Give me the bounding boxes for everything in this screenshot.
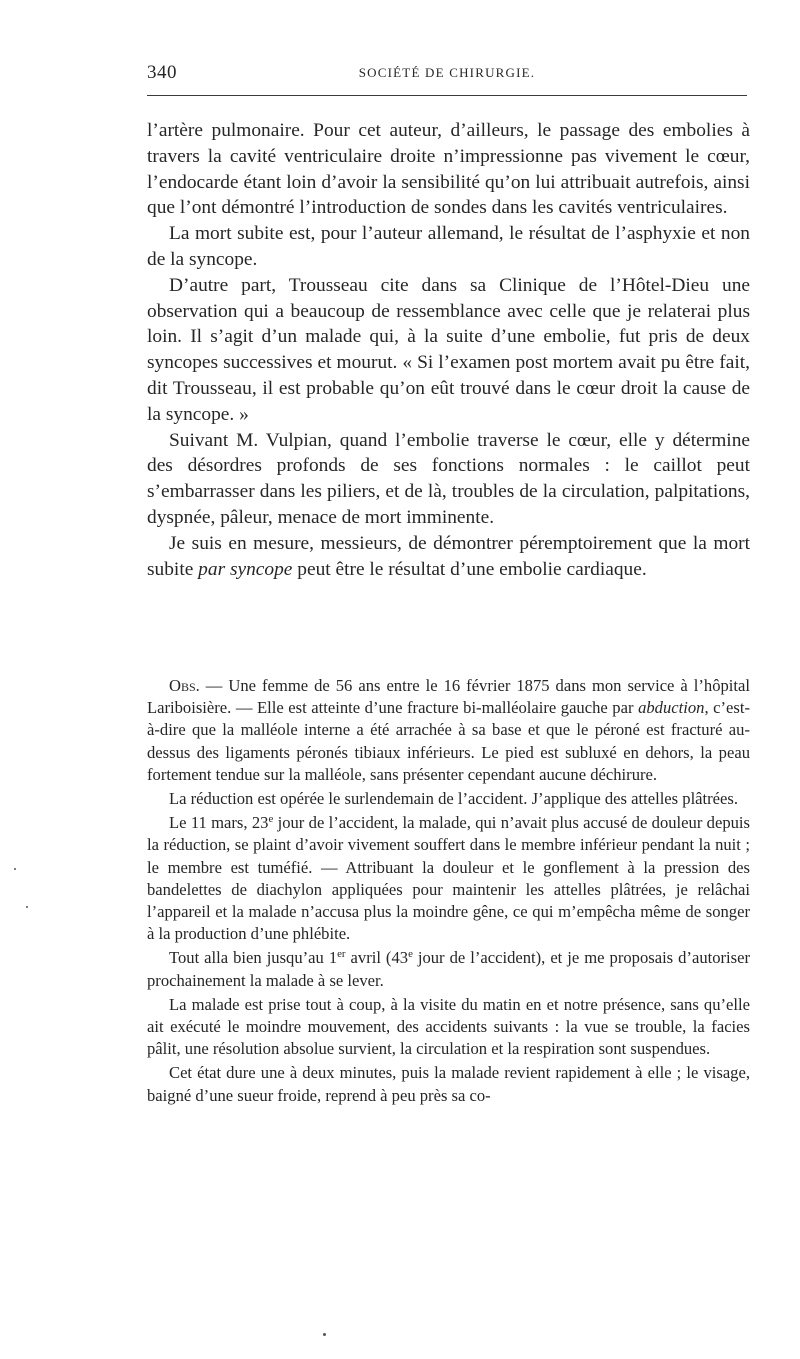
- observation-paragraph-2: La réduction est opérée le surlendemain de l’accident. J’applique des attelles plâtrées.: [169, 789, 739, 809]
- paragraph-5: [147, 531, 750, 583]
- paragraph-1: l’artère pulmonaire. Pour cet auteur, d’ailleurs, le passage des embolies à travers la cavité ventriculaire droite n’impressionne pas vivement le cœur, l’endocarde étant loin d’avoir la sensibilité qu’on lui attribuait autrefois, ainsi que l’ont démontré l’introduction de sondes dans les cavités ventriculaires.: [147, 120, 750, 219]
- observation-1-italic: abduction: [638, 698, 705, 718]
- print-speck: [14, 868, 16, 870]
- observation-paragraph-1: [147, 675, 750, 786]
- paragraph-5-text-a: Je suis en mesure, messieurs, de démontrer péremptoirement que la mort subite: [147, 532, 750, 580]
- observation-3-text-b: jour de l’accident, la malade, qui n’avait plus accusé de douleur depuis la réduction, se plaint d’avoir vivement souffert dans le membre inférieur pendant la nuit ; le membre est tuméfié. — Attribuant la douleur et le gonflement à la pression des bandelettes de diachylon appliquées pour maintenir les attelles plâtrées, je relâchai l’appareil et la malade n’accusa plus la moindre gêne, ce qui m’empêcha même de songer à la production d’une phlébite.: [147, 813, 750, 944]
- page-number: 340: [147, 62, 177, 83]
- print-speck: [26, 906, 28, 908]
- observation-3-superscript: e: [268, 813, 274, 826]
- observation-4-text-a: Tout alla bien jusqu’au 1: [169, 948, 338, 968]
- observation-paragraph-5: La malade est prise tout à coup, à la visite du matin en et notre présence, sans qu’elle ait exécuté le moindre mouvement, des accidents suivants : la vue se trouble, la facies pâlit, une résolution absolue survient, la circulation et la respiration sont suspendues.: [147, 994, 750, 1059]
- observation-paragraph-3: [147, 812, 750, 945]
- print-speck: [323, 1333, 326, 1336]
- observation-4-superscript-1: er: [337, 948, 346, 961]
- header-rule: [147, 95, 747, 96]
- paragraph-3: D’autre part, Trousseau cite dans sa Clinique de l’Hôtel-Dieu une observation qui a beaucoup de ressemblance avec celle que je relaterai plus loin. Il s’agit d’un malade qui, à la suite d’une embolie, fut pris de deux syncopes successives et mourut. « Si l’examen post mortem avait pu être fait, dit Trousseau, il est probable qu’on eût trouvé dans le cœur droit la cause de la syncope. »: [147, 274, 750, 425]
- observation-1-text-b: , c’est-à-dire que la malléole interne a été arrachée à sa base et que le péroné est fracturé au-dessus des ligaments péronés tibiaux inférieurs. Le pied est subluxé en dehors, la peau fortement tendue sur la malléole, sans présenter cependant aucune déchirure.: [147, 698, 750, 784]
- observation-3-text-a: Le 11 mars, 23: [169, 813, 269, 833]
- observation-1-text-a: — Une femme de 56 ans entre le 16 février 1875 dans mon service à l’hôpital Lariboisière. — Elle est atteinte d’une fracture bi-malléolaire gauche par: [147, 676, 750, 718]
- paragraph-5-text-b: peut être le résultat d’une embolie cardiaque.: [292, 558, 647, 580]
- page-header: [147, 60, 747, 88]
- paragraph-5-italic: par syncope: [198, 558, 293, 580]
- observation-paragraph-4: [147, 947, 750, 991]
- running-head: SOCIÉTÉ DE CHIRURGIE.: [358, 65, 536, 80]
- observation-section: [147, 675, 750, 1109]
- observation-4-superscript-2: e: [408, 948, 413, 961]
- paragraph-2: La mort subite est, pour l’auteur allemand, le résultat de l’asphyxie et non de la syncope.: [147, 223, 750, 270]
- observation-4-text-b: avril (43: [345, 948, 409, 968]
- observation-label: Obs.: [169, 676, 200, 695]
- paragraph-4: Suivant M. Vulpian, quand l’embolie traverse le cœur, elle y détermine des désordres profonds de ses fonctions normales : le caillot peut s’embarrasser dans les piliers, et de là, troubles de la circulation, palpitations, dyspnée, pâleur, menace de mort imminente.: [147, 429, 750, 528]
- main-text: [147, 118, 750, 582]
- observation-4-text-c: jour de l’accident), et je me proposais d’autoriser prochainement la malade à se lever.: [147, 948, 751, 990]
- observation-paragraph-6: Cet état dure une à deux minutes, puis la malade revient rapidement à elle ; le visage, baigné d’une sueur froide, reprend à peu près sa co-: [147, 1063, 750, 1105]
